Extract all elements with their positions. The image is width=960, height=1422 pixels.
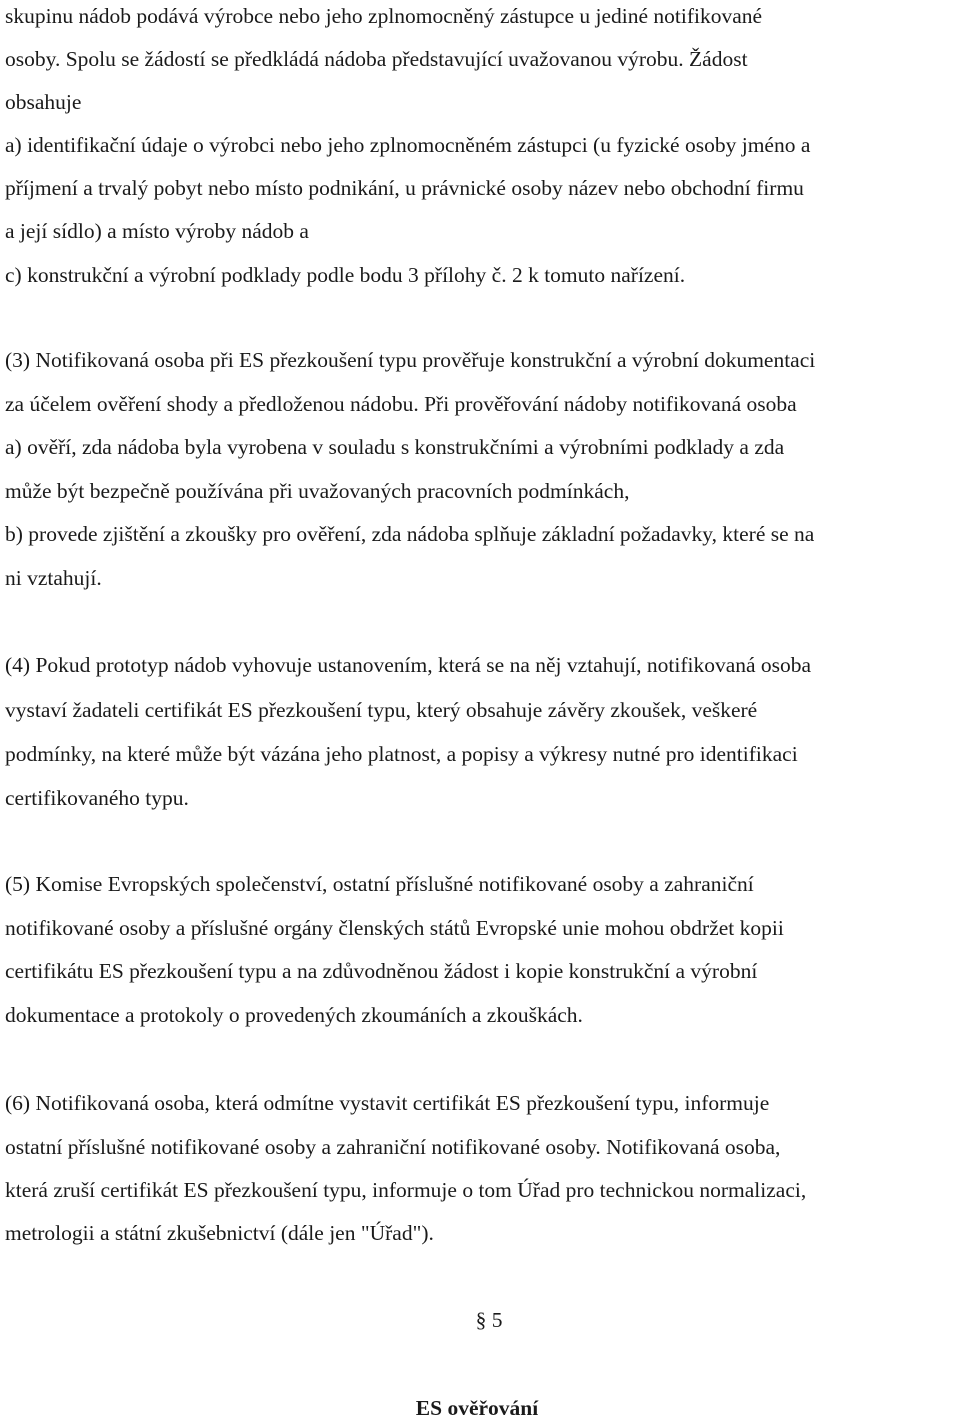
text-line: c) konstrukční a výrobní podklady podle bodu 3 přílohy č. 2 k tomuto nařízení.: [5, 263, 686, 287]
section-number: § 5: [475, 1308, 503, 1332]
text-line: a její sídlo) a místo výroby nádob a: [5, 219, 309, 243]
text-line: certifikovaného typu.: [5, 786, 189, 810]
text-line: za účelem ověření shody a předloženou nádobu. Při prověřování nádoby notifikovaná osoba: [5, 392, 797, 416]
text-line: může být bezpečně používána při uvažovaných pracovních podmínkách,: [5, 479, 630, 503]
text-line: (3) Notifikovaná osoba při ES přezkoušení typu prověřuje konstrukční a výrobní dokumentaci: [5, 348, 816, 372]
text-line: obsahuje: [5, 90, 82, 114]
text-line: (6) Notifikovaná osoba, která odmítne vystavit certifikát ES přezkoušení typu, informuje: [5, 1091, 770, 1115]
text-line: dokumentace a protokoly o provedených zkoumáních a zkouškách.: [5, 1003, 583, 1027]
text-line: ostatní příslušné notifikované osoby a zahraniční notifikované osoby. Notifikovaná osoba,: [5, 1135, 781, 1159]
text-line: osoby. Spolu se žádostí se předkládá nádoba představující uvažovanou výrobu. Žádost: [5, 47, 748, 71]
text-line: příjmení a trvalý pobyt nebo místo podnikání, u právnické osoby název nebo obchodní firmu: [5, 176, 804, 200]
text-line: notifikované osoby a příslušné orgány členských států Evropské unie mohou obdržet kopii: [5, 916, 784, 940]
text-line: vystaví žadateli certifikát ES přezkoušení typu, který obsahuje závěry zkoušek, veškeré: [5, 698, 758, 722]
section-heading: ES ověřování: [415, 1396, 539, 1420]
text-line: podmínky, na které může být vázána jeho platnost, a popisy a výkresy nutné pro identifikaci: [5, 742, 798, 766]
text-line: která zruší certifikát ES přezkoušení typu, informuje o tom Úřad pro technickou normalizaci,: [5, 1178, 807, 1202]
text-line: a) identifikační údaje o výrobci nebo jeho zplnomocněném zástupci (u fyzické osoby jméno a: [5, 133, 811, 157]
text-line: a) ověří, zda nádoba byla vyrobena v souladu s konstrukčními a výrobními podklady a zda: [5, 435, 785, 459]
text-line: b) provede zjištění a zkoušky pro ověření, zda nádoba splňuje základní požadavky, které se na: [5, 522, 815, 546]
text-line: (5) Komise Evropských společenství, ostatní příslušné notifikované osoby a zahraniční: [5, 872, 754, 896]
text-line: certifikátu ES přezkoušení typu a na zdůvodněnou žádost i kopie konstrukční a výrobní: [5, 959, 758, 983]
text-line: metrologii a státní zkušebnictví (dále jen "Úřad").: [5, 1221, 434, 1245]
text-line: (4) Pokud prototyp nádob vyhovuje ustanovením, která se na něj vztahují, notifikovaná osoba: [5, 653, 812, 677]
text-line: ni vztahují.: [5, 566, 102, 590]
text-line: skupinu nádob podává výrobce nebo jeho zplnomocněný zástupce u jediné notifikované: [5, 4, 763, 28]
